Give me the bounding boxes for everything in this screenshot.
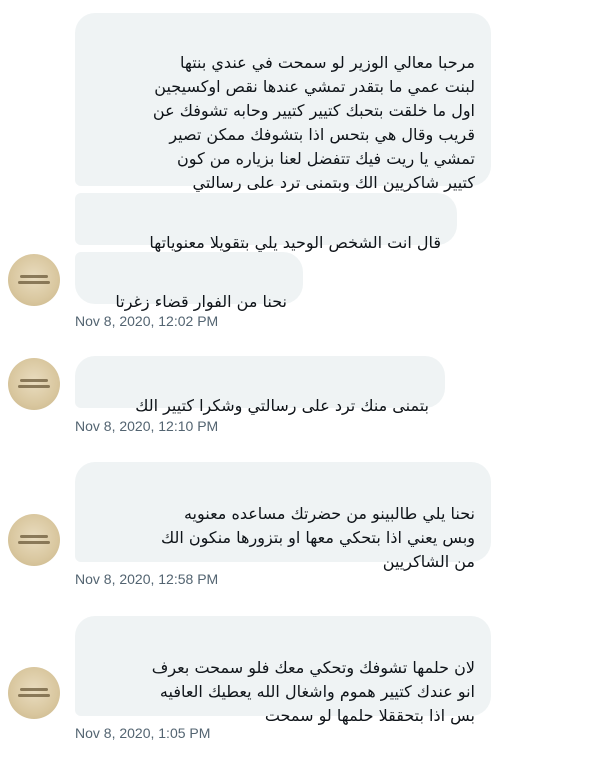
avatar[interactable] [8,358,60,410]
message-timestamp: Nov 8, 2020, 12:10 PM [75,418,219,434]
message-text: نحنا من الفوار قضاء زغرتا [115,292,287,311]
message-bubble[interactable] [75,13,491,192]
message-text: نحنا يلي طالبينو من حضرتك مساعده معنويه وبس يعني اذا بتحكي معها او بتزورها منكون الك من الشاكريين [160,504,475,571]
message-text: مرحبا معالي الوزير لو سمحت في عندي بنتها لبنت عمي ما بتقدر تمشي عندها نقص اوكسيجين اول ما خلقت بتحبك كتيير كتيير وحابه تشوفك عن قريب وقال هي بتحس اذا بتشوفك ممكن تصير تمشي يا ريت فيك تتفضل لعنا بزياره من كون كتيير شاكريين الك وبتمنى ترد على رسالتي [152,53,475,192]
message-bubble[interactable] [75,193,457,252]
message-timestamp: Nov 8, 2020, 12:58 PM [75,571,219,587]
avatar[interactable] [8,514,60,566]
message-bubble[interactable] [75,356,445,415]
avatar[interactable] [8,254,60,306]
avatar-logo-line [18,694,50,697]
avatar[interactable] [8,667,60,719]
message-text: قال انت الشخص الوحيد يلي بتقويلا معنوياتها [149,233,441,252]
avatar-logo-line [18,541,50,544]
avatar-logo-line [18,385,50,388]
message-bubble[interactable] [75,462,491,571]
avatar-logo-line [20,379,48,382]
avatar-logo-line [20,535,48,538]
message-timestamp: Nov 8, 2020, 1:05 PM [75,725,211,741]
avatar-logo-line [18,281,50,284]
message-bubble[interactable] [75,616,491,725]
avatar-logo-line [20,275,48,278]
message-timestamp: Nov 8, 2020, 12:02 PM [75,313,219,329]
message-bubble[interactable] [75,252,303,311]
avatar-logo-line [20,688,48,691]
message-text: بتمنى منك ترد على رسالتي وشكرا كتيير الك [135,396,429,415]
message-text: لان حلمها تشوفك وتحكي معك فلو سمحت بعرف انو عندك كتيير هموم واشغال الله يعطيك العافيه بس اذا بتحققلا حلمها لو سمحت [151,658,475,725]
